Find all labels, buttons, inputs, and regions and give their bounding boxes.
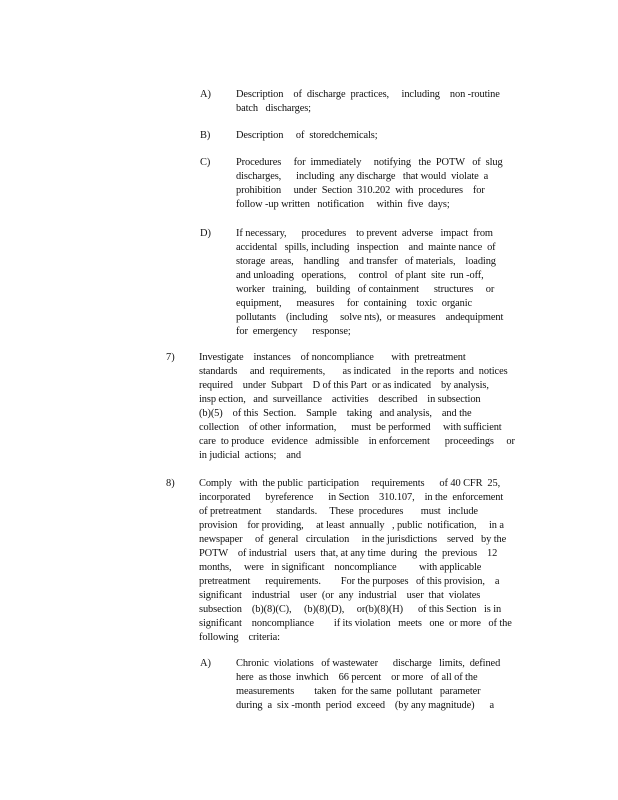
text-line: pretreatment requirements. For the purposes of this provision, a [199,576,500,587]
text-line: worker training, building of containment structures or [236,284,495,295]
text-line: measurements taken for the same pollutant parameter [236,686,481,697]
list-item-label: A) [200,658,211,669]
list-item-label: 7) [166,352,175,363]
text-line: equipment, measures for containing toxic organic [236,298,472,309]
text-line: batch discharges; [236,103,311,114]
text-line: (b)(5) of this Section. Sample taking and analysis, and the [199,408,472,419]
text-line: storage areas, handling and transfer of materials, loading [236,256,496,267]
text-line: discharges, including any discharge that would violate a [236,171,489,182]
text-line: during a six -month period exceed (by any magnitude) a [236,700,495,711]
text-line: and unloading operations, control of plant site run -off, [236,270,484,281]
text-line: months, were in significant noncompliance with applicable [199,562,482,573]
text-line: follow -up written notification within five days; [236,199,450,210]
text-line: standards and requirements, as indicated in the reports and notices [199,366,508,377]
text-line: of pretreatment standards. These procedures must include [199,506,478,517]
text-line: significant noncompliance if its violation meets one or more of the [199,618,512,629]
text-line: accidental spills, including inspection and mainte nance of [236,242,496,253]
text-line: Description of storedchemicals; [236,130,378,141]
text-line: required under Subpart D of this Part or as indicated by analysis, [199,380,489,391]
text-line: provision for providing, at least annually , public notification, in a [199,520,504,531]
text-line: pollutants (including solve nts), or measures andequipment [236,312,504,323]
text-line: POTW of industrial users that, at any time during the previous 12 [199,548,498,559]
text-line: If necessary, procedures to prevent adverse impact from [236,228,493,239]
text-line: incorporated byreference in Section 310.107, in the enforcement [199,492,504,503]
list-item-label: D) [200,228,211,239]
text-line: for emergency response; [236,326,351,337]
text-line: subsection (b)(8)(C), (b)(8)(D), or(b)(8)(H) of this Section is in [199,604,502,615]
text-line: following criteria: [199,632,280,643]
text-line: insp ection, and surveillance activities described in subsection [199,394,481,405]
text-line: Comply with the public participation requirements of 40 CFR 25, [199,478,501,489]
list-item-label: A) [200,89,211,100]
list-item-label: 8) [166,478,175,489]
text-line: in judicial actions; and [199,450,301,461]
text-line: Investigate instances of noncompliance with pretreatment [199,352,466,363]
text-line: here as those inwhich 66 percent or more of all of the [236,672,478,683]
text-line: newspaper of general circulation in the jurisdictions served by the [199,534,507,545]
text-line: Chronic violations of wastewater discharge limits, defined [236,658,501,669]
list-item-label: C) [200,157,211,168]
text-line: significant industrial user (or any industrial user that violates [199,590,481,601]
text-line: Description of discharge practices, including non -routine [236,89,500,100]
text-line: prohibition under Section 310.202 with procedures for [236,185,485,196]
text-line: Procedures for immediately notifying the POTW of slug [236,157,503,168]
text-line: care to produce evidence admissible in enforcement proceedings or [199,436,515,447]
text-line: collection of other information, must be performed with sufficient [199,422,502,433]
list-item-label: B) [200,130,211,141]
